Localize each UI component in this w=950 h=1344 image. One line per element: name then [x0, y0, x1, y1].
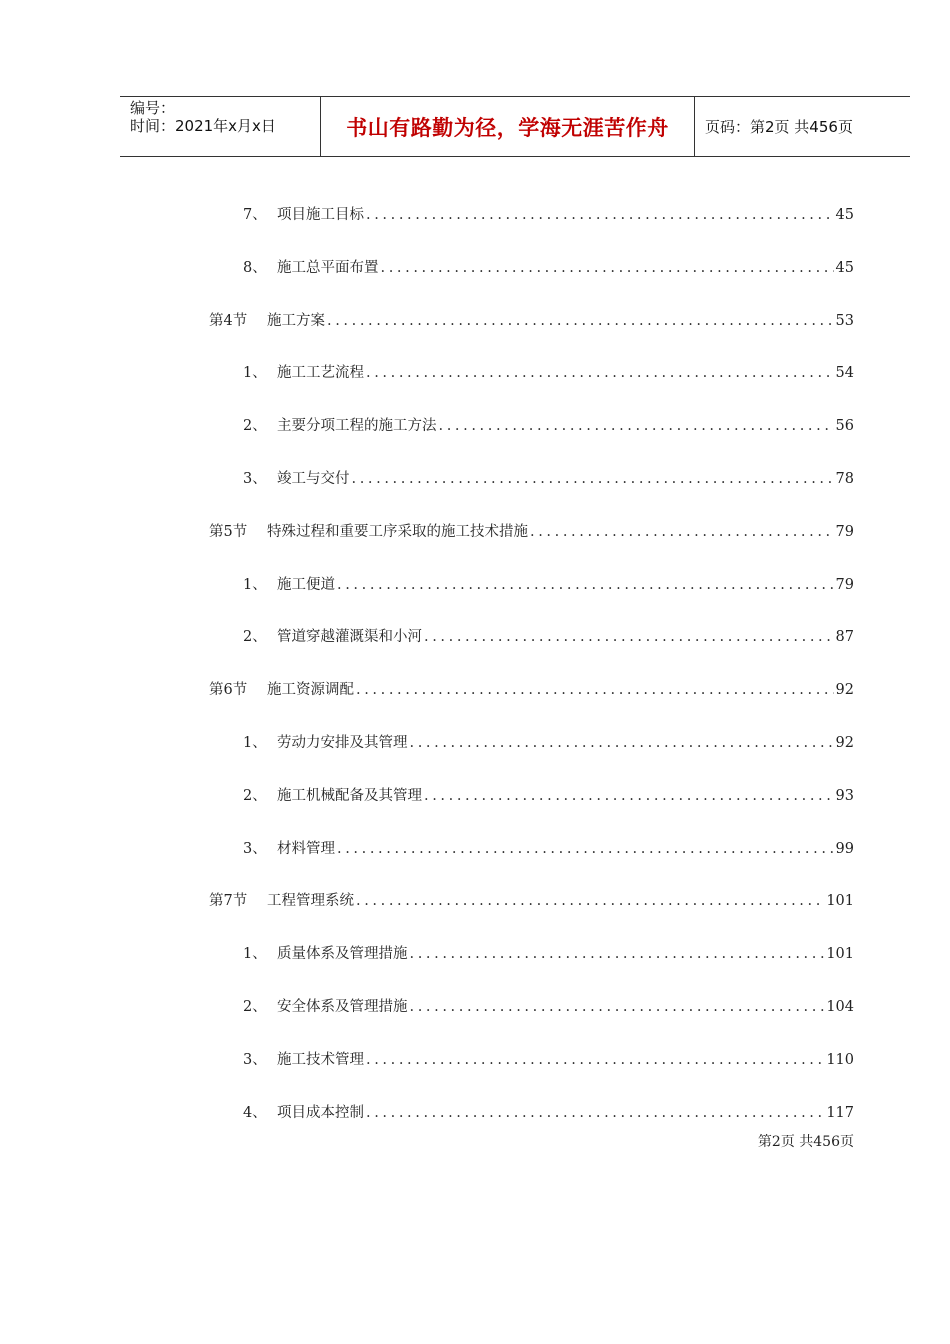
toc-entry-page-number: 54: [835, 365, 854, 381]
toc-section-entry[interactable]: [209, 520, 854, 544]
toc-entry-number: 第7节: [209, 893, 248, 909]
toc-dot-leader: [366, 1105, 824, 1121]
page-footer: 第2页 共456页: [757, 1134, 854, 1150]
toc-dot-leader: [327, 313, 834, 329]
toc-entry-title: 施工便道: [277, 577, 335, 593]
toc-entry-number: 3、: [243, 841, 267, 857]
toc-dot-leader: [356, 893, 824, 909]
toc-entry-number: 2、: [243, 418, 267, 434]
toc-dot-leader: [424, 629, 834, 645]
toc-entry-page-number: 93: [835, 788, 854, 804]
toc-entry-title: 施工总平面布置: [277, 260, 379, 276]
toc-entry-page-number: 53: [835, 313, 854, 329]
header-page-code: 页码：第2页 共456页: [705, 118, 853, 136]
toc-entry-title: 特殊过程和重要工序采取的施工技术措施: [267, 524, 528, 540]
toc-entry-page-number: 56: [835, 418, 854, 434]
toc-entry-title: 质量体系及管理措施: [277, 946, 408, 962]
toc-entry-title: 安全体系及管理措施: [277, 999, 408, 1015]
toc-subsection-entry[interactable]: [243, 467, 854, 491]
toc-section-entry[interactable]: [209, 889, 854, 913]
toc-dot-leader: [530, 524, 834, 540]
page-header: [120, 96, 910, 157]
toc-subsection-entry[interactable]: [243, 414, 854, 438]
toc-dot-leader: [366, 207, 834, 223]
toc-entry-title: 施工机械配备及其管理: [277, 788, 422, 804]
toc-subsection-entry[interactable]: [243, 625, 854, 649]
toc-dot-leader: [439, 418, 834, 434]
toc-dot-leader: [352, 471, 834, 487]
toc-entry-page-number: 79: [835, 577, 854, 593]
toc-entry-number: 1、: [243, 735, 267, 751]
toc-dot-leader: [410, 999, 825, 1015]
toc-subsection-entry[interactable]: [243, 784, 854, 808]
toc-subsection-entry[interactable]: [243, 361, 854, 385]
toc-dot-leader: [337, 577, 834, 593]
toc-section-entry[interactable]: [209, 309, 854, 333]
toc-entry-title: 项目成本控制: [277, 1105, 364, 1121]
toc-subsection-entry[interactable]: [243, 837, 854, 861]
toc-entry-number: 2、: [243, 629, 267, 645]
toc-subsection-entry[interactable]: [243, 203, 854, 227]
toc-entry-page-number: 92: [835, 682, 854, 698]
toc-dot-leader: [366, 1052, 824, 1068]
document-number-label: 编号：: [130, 99, 176, 117]
toc-subsection-entry[interactable]: [243, 731, 854, 755]
toc-entry-page-number: 117: [826, 1105, 854, 1121]
toc-entry-page-number: 45: [835, 260, 854, 276]
toc-entry-title: 主要分项工程的施工方法: [277, 418, 437, 434]
header-meta: [120, 97, 321, 156]
toc-dot-leader: [381, 260, 834, 276]
document-time-label: 时间：2021年x月x日: [130, 117, 276, 135]
toc-entry-title: 管道穿越灌溉渠和小河: [277, 629, 422, 645]
toc-entry-number: 2、: [243, 999, 267, 1015]
toc-entry-title: 施工方案: [267, 313, 325, 329]
toc-entry-page-number: 110: [826, 1052, 854, 1068]
toc-dot-leader: [424, 788, 834, 804]
toc-entry-number: 3、: [243, 1052, 267, 1068]
toc-entry-page-number: 101: [826, 946, 854, 962]
toc-entry-number: 1、: [243, 577, 267, 593]
toc-dot-leader: [337, 841, 834, 857]
toc-entry-page-number: 79: [835, 524, 854, 540]
toc-subsection-entry[interactable]: [243, 995, 854, 1019]
toc-entry-number: 8、: [243, 260, 267, 276]
toc-entry-number: 3、: [243, 471, 267, 487]
toc-entry-page-number: 104: [826, 999, 854, 1015]
toc-subsection-entry[interactable]: [243, 942, 854, 966]
toc-entry-title: 施工工艺流程: [277, 365, 364, 381]
toc-entry-title: 竣工与交付: [277, 471, 350, 487]
toc-entry-number: 2、: [243, 788, 267, 804]
toc-subsection-entry[interactable]: [243, 256, 854, 280]
toc-entry-number: 7、: [243, 207, 267, 223]
toc-subsection-entry[interactable]: [243, 1101, 854, 1125]
toc-entry-page-number: 78: [835, 471, 854, 487]
toc-entry-page-number: 45: [835, 207, 854, 223]
header-motto: 书山有路勤为径，学海无涯苦作舟: [321, 97, 695, 156]
toc-entry-number: 4、: [243, 1105, 267, 1121]
toc-entry-title: 项目施工目标: [277, 207, 364, 223]
toc-dot-leader: [410, 946, 825, 962]
toc-entry-number: 第4节: [209, 313, 248, 329]
toc-entry-page-number: 99: [835, 841, 854, 857]
toc-section-entry[interactable]: [209, 678, 854, 702]
toc-entry-title: 劳动力安排及其管理: [277, 735, 408, 751]
toc-entry-page-number: 101: [826, 893, 854, 909]
toc-entry-number: 第6节: [209, 682, 248, 698]
toc-entry-number: 第5节: [209, 524, 248, 540]
toc-entry-number: 1、: [243, 946, 267, 962]
toc-entry-title: 材料管理: [277, 841, 335, 857]
toc-entry-page-number: 92: [835, 735, 854, 751]
toc-entry-page-number: 87: [835, 629, 854, 645]
toc-entry-number: 1、: [243, 365, 267, 381]
toc-subsection-entry[interactable]: [243, 573, 854, 597]
toc-entry-title: 施工资源调配: [267, 682, 354, 698]
toc-entry-title: 工程管理系统: [267, 893, 354, 909]
toc-dot-leader: [356, 682, 834, 698]
toc-dot-leader: [410, 735, 834, 751]
toc-dot-leader: [366, 365, 834, 381]
toc-subsection-entry[interactable]: [243, 1048, 854, 1072]
toc-entry-title: 施工技术管理: [277, 1052, 364, 1068]
